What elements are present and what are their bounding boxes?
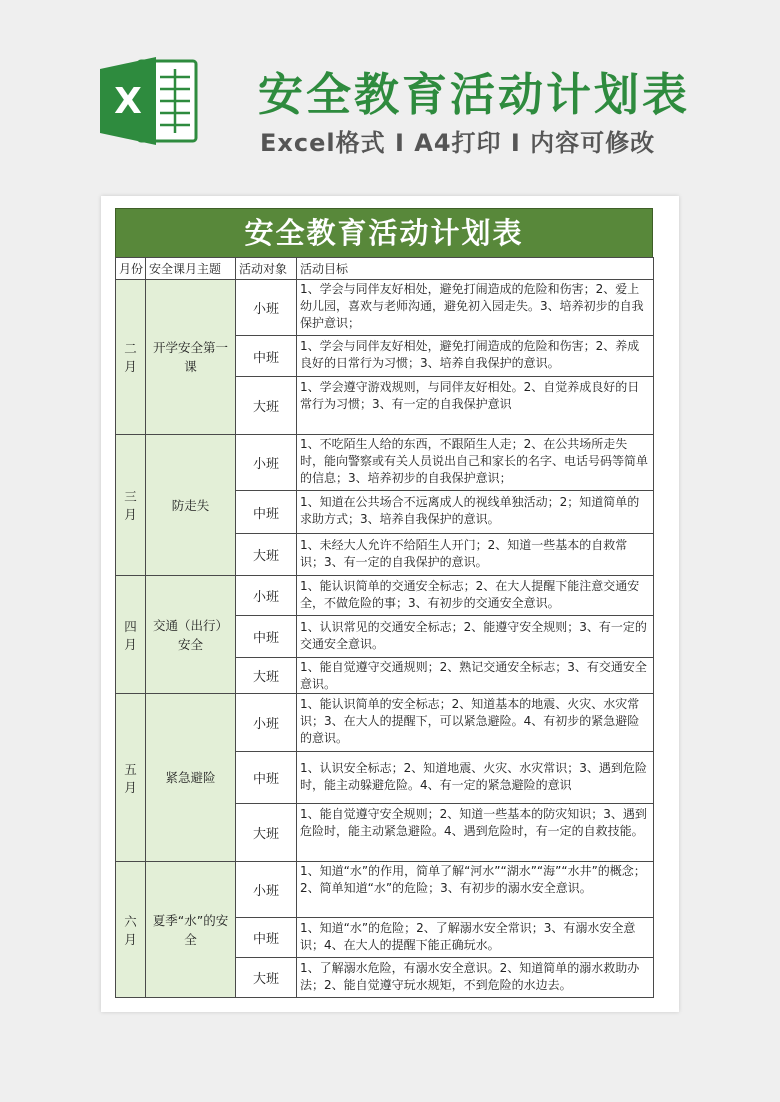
table-header-row (116, 258, 654, 280)
target-cell: 大班 (236, 534, 297, 576)
table-row (116, 280, 654, 336)
goal-cell (297, 336, 654, 377)
goal-cell (297, 576, 654, 616)
target-cell: 大班 (236, 658, 297, 694)
month-cell: 六月 (116, 862, 146, 998)
goal-text: 1、知道“水”的作用，简单了解“河水”“湖水”“海”“水井”的概念；2、简单知道“水”的危险；3、有初步的溺水安全意识。 (300, 863, 646, 895)
target-cell: 小班 (236, 862, 297, 918)
excel-logo-icon (100, 55, 200, 147)
goal-text: 1、了解溺水危险，有溺水安全意识。2、知道简单的溺水救助办法；2、能自觉遵守玩水规矩，不到危险的水边去。 (300, 960, 640, 992)
target-cell: 大班 (236, 958, 297, 998)
plan-table (115, 257, 654, 998)
goal-text: 1、未经大人允许不给陌生人开门；2、知道一些基本的自救常识；3、有一定的自我保护的意识。 (300, 537, 628, 569)
goal-cell (297, 752, 654, 804)
goal-cell (297, 280, 654, 336)
page-subtitle: Excel格式 I A4打印 I 内容可修改 (260, 129, 656, 157)
goal-text: 1、能认识简单的交通安全标志；2、在大人提醒下能注意交通安全，不做危险的事；3、有初步的交通安全意识。 (300, 578, 640, 610)
month-cell: 五月 (116, 694, 146, 862)
target-cell: 大班 (236, 804, 297, 862)
excel-logo-letter: X (114, 81, 142, 122)
target-cell: 小班 (236, 694, 297, 752)
goal-cell (297, 918, 654, 958)
goal-text: 1、认识安全标志；2、知道地震、火灾、水灾常识；3、遇到危险时，能主动躲避危险。4、有一定的紧急避险的意识 (300, 760, 647, 792)
sheet-title: 安全教育活动计划表 (115, 208, 653, 257)
goal-text: 1、知道“水”的危险；2、了解溺水安全常识；3、有溺水安全意识；4、在大人的提醒下能正确玩水。 (300, 920, 636, 952)
goal-text: 1、能自觉遵守安全规则；2、知道一些基本的防灾知识；3、遇到危险时，能主动紧急避险。4、遇到危险时，有一定的自救技能。 (300, 806, 647, 838)
goal-text: 1、不吃陌生人给的东西，不跟陌生人走；2、在公共场所走失时，能向警察或有关人员说出自己和家长的名字、电话号码等简单的信息；3、培养初步的自我保护意识； (300, 436, 649, 485)
goal-cell (297, 491, 654, 534)
goal-text: 1、学会遵守游戏规则，与同伴友好相处。2、自觉养成良好的日常行为习惯；3、有一定的自我保护意识 (300, 379, 640, 411)
goal-cell (297, 862, 654, 918)
goal-text: 1、知道在公共场合不远离成人的视线单独活动；2；知道简单的求助方式；3、培养自我保护的意识。 (300, 495, 640, 526)
target-cell: 中班 (236, 491, 297, 534)
theme-cell: 防走失 (146, 435, 236, 576)
column-header-goal: 活动目标 (297, 258, 654, 280)
goal-cell (297, 534, 654, 576)
target-cell: 中班 (236, 752, 297, 804)
table-row (116, 435, 654, 491)
goal-cell (297, 658, 654, 694)
spreadsheet (115, 208, 653, 998)
document-preview (101, 196, 679, 1012)
goal-text: 1、认识常见的交通安全标志；2、能遵守安全规则；3、有一定的交通安全意识。 (300, 619, 647, 651)
target-cell: 中班 (236, 918, 297, 958)
month-cell: 四月 (116, 576, 146, 694)
goal-text: 1、学会与同伴友好相处，避免打闹造成的危险和伤害；2、养成良好的日常行为习惯；3、培养自我保护的意识。 (300, 339, 640, 370)
theme-cell: 交通（出行）安全 (146, 576, 236, 694)
goal-cell (297, 804, 654, 862)
target-cell: 小班 (236, 576, 297, 616)
table-row (116, 576, 654, 616)
header (0, 0, 780, 190)
month-cell: 二月 (116, 280, 146, 435)
table-row (116, 694, 654, 752)
target-cell: 中班 (236, 616, 297, 658)
month-cell: 三月 (116, 435, 146, 576)
theme-cell: 开学安全第一课 (146, 280, 236, 435)
column-header-target: 活动对象 (236, 258, 297, 280)
goal-cell (297, 377, 654, 435)
goal-cell (297, 958, 654, 998)
column-header-theme: 安全课月主题 (146, 258, 236, 280)
column-header-month: 月份 (116, 258, 146, 280)
target-cell: 大班 (236, 377, 297, 435)
goal-text: 1、学会与同伴友好相处，避免打闹造成的危险和伤害；2、爱上幼儿园，喜欢与老师沟通，避免初入园走失。3、培养初步的自我保护意识； (300, 281, 644, 330)
goal-cell (297, 435, 654, 491)
goal-cell (297, 616, 654, 658)
table-row (116, 862, 654, 918)
goal-text: 1、能认识简单的安全标志；2、知道基本的地震、火灾、水灾常识；3、在大人的提醒下，可以紧急避险。4、有初步的紧急避险的意识。 (300, 696, 640, 745)
target-cell: 小班 (236, 280, 297, 336)
page-title: 安全教育活动计划表 (258, 68, 691, 121)
theme-cell: 夏季“水”的安全 (146, 862, 236, 998)
target-cell: 中班 (236, 336, 297, 377)
goal-text: 1、能自觉遵守交通规则；2、熟记交通安全标志；3、有交通安全意识。 (300, 659, 647, 691)
theme-cell: 紧急避险 (146, 694, 236, 862)
target-cell: 小班 (236, 435, 297, 491)
goal-cell (297, 694, 654, 752)
